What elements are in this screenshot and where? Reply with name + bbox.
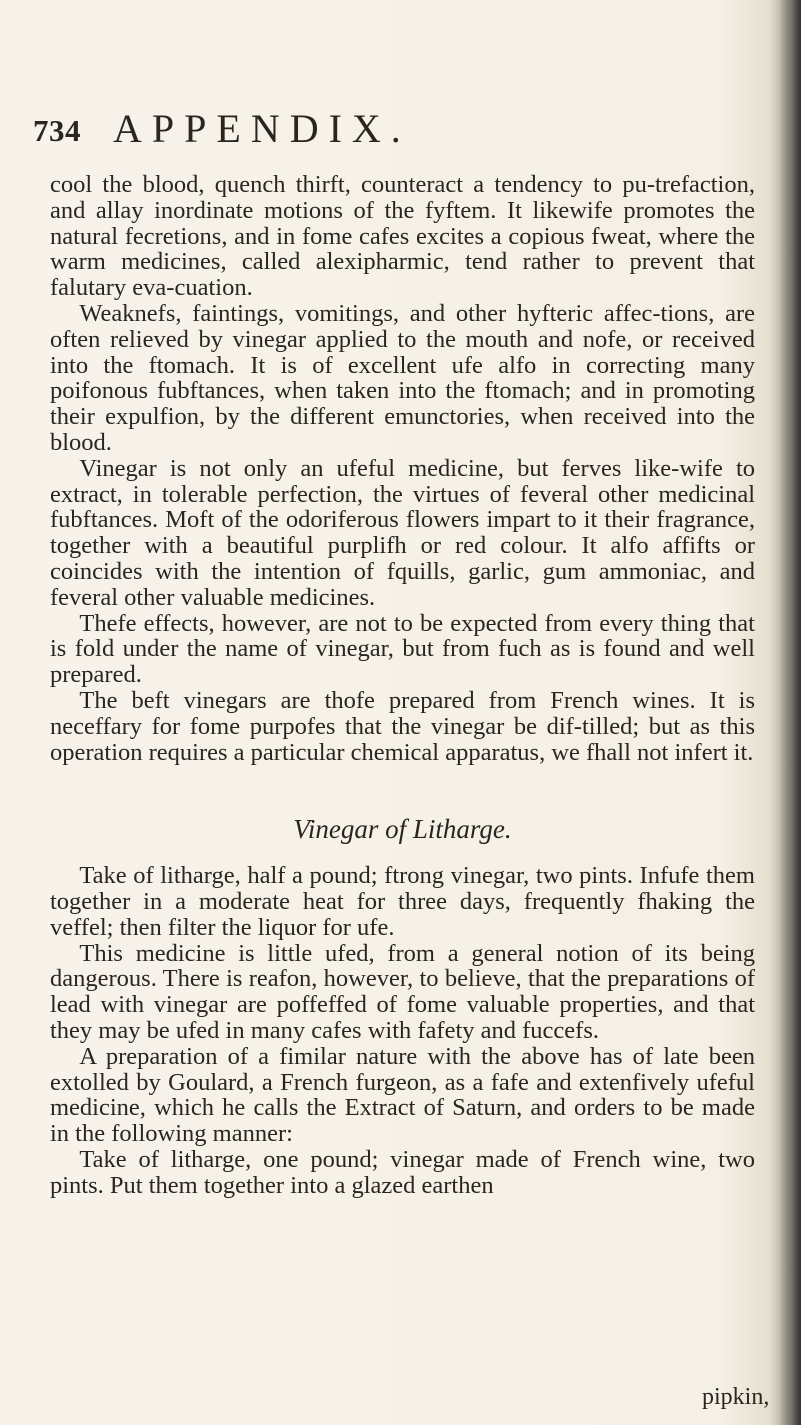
paragraph: Weaknefs, faintings, vomitings, and other hyfteric affec-tions, are often relieved by vinegar applied to the mouth and nofe, or received into the ftomach. It is of excellent ufe alfo in correcting many poifonous fubftances, when taken into the ftomach; and in promoting their expulfion, by the different emunctories, when received into the blood. bbox=[50, 299, 755, 456]
paragraph-continuation: cool the blood, quench thirft, counteract a tendency to pu-trefaction, and allay inordinate motions of the fyftem. It likewife promotes the natural fecretions, and in fome cafes excites a copious fweat, where the warm medicines, called alexipharmic, tend rather to prevent that falutary eva-cuation. bbox=[50, 171, 755, 302]
paragraph: Vinegar is not only an ufeful medicine, but ferves like-wife to extract, in tolerable perfection, the virtues of feveral other medicinal fubftances. Moft of the odoriferous flowers impart to it their fragrance, together with a beautiful purplifh or red colour. It alfo affifts or coincides with the intention of fquills, garlic, gum ammoniac, and feveral other valuable medicines. bbox=[50, 454, 755, 611]
paragraph: The beft vinegars are thofe prepared from French wines. It is neceffary for fome purpofes that the vinegar be dif-tilled; but as this operation requires a particular chemical apparatus, we fhall not infert it. bbox=[50, 686, 755, 766]
running-head: APPENDIX. bbox=[113, 106, 411, 151]
paragraph: Take of litharge, half a pound; ftrong vinegar, two pints. Infufe them together in a moderate heat for three days, frequently fhaking the veffel; then filter the liquor for ufe. bbox=[50, 862, 755, 941]
page-edge-shadow bbox=[779, 0, 801, 1425]
page-body bbox=[50, 172, 755, 1198]
paragraph: This medicine is little ufed, from a general notion of its being dangerous. There is reafon, however, to believe, that the preparations of lead with vinegar are poffeffed of fome valuable properties, and that they may be ufed in many cafes with fafety and fuccefs. bbox=[50, 939, 755, 1044]
paragraph: Thefe effects, however, are not to be expected from every thing that is fold under the name of vinegar, but from fuch as is found and well prepared. bbox=[50, 609, 755, 689]
paragraph: A preparation of a fimilar nature with the above has of late been extolled by Goulard, a French furgeon, as a fafe and extenfively ufeful medicine, which he calls the Extract of Saturn, and orders to be made in the following manner: bbox=[50, 1042, 755, 1148]
page-number: 734 bbox=[33, 113, 81, 148]
catchword: pipkin, bbox=[702, 1384, 770, 1410]
paragraph: Take of litharge, one pound; vinegar made of French wine, two pints. Put them together into a glazed earthen bbox=[50, 1145, 755, 1199]
page-header bbox=[33, 105, 753, 165]
section-title: Vinegar of Litharge. bbox=[293, 814, 512, 845]
